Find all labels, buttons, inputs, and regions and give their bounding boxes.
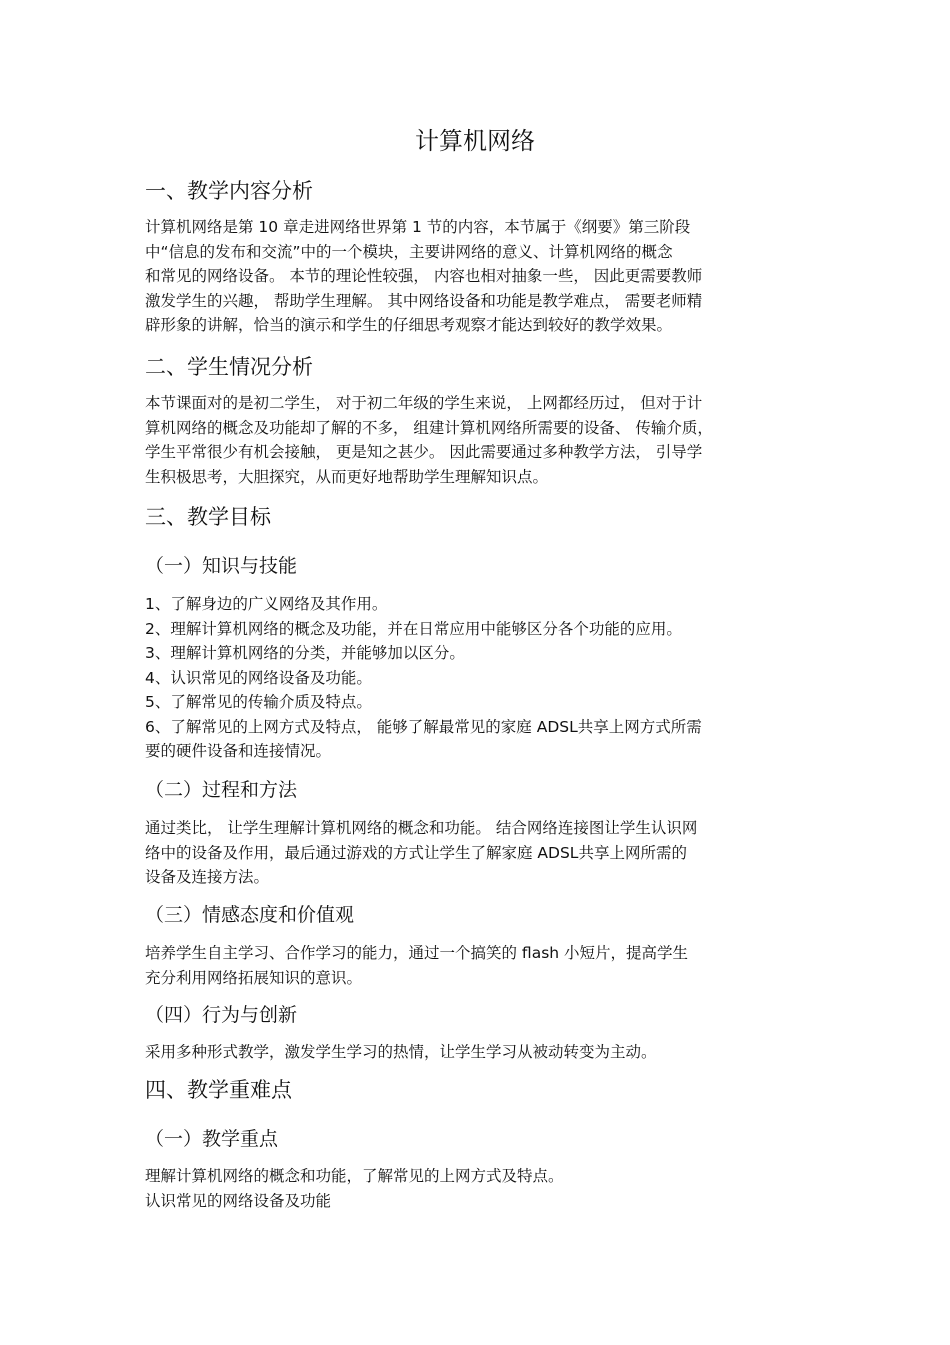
text-line: 采用多种形式教学，激发学生学习的热情，让学生学习从被动转变为主动。 — [145, 1043, 657, 1061]
list-item: 要的硬件设备和连接情况。 — [145, 742, 332, 760]
text-line: 辟形象的讲解，恰当的演示和学生的仔细思考观察才能达到较好的教学效果。 — [145, 316, 673, 334]
section-heading-key-points: 四、教学重难点 — [145, 1078, 292, 1102]
subheading-knowledge-skills: （一）知识与技能 — [145, 555, 298, 577]
text-line: 认识常见的网络设备及功能 — [145, 1191, 332, 1210]
text-line: 学生平常很少有机会接触， 更是知之甚少。 因此需要通过多种教学方法， 引导学 — [145, 443, 703, 461]
subheading-teaching-focus: （一）教学重点 — [145, 1128, 279, 1150]
text-line: 本节课面对的是初二学生， 对于初二年级的学生来说， 上网都经历过， 但对于计 — [145, 394, 703, 412]
subheading-emotion-values: （三）情感态度和价值观 — [145, 904, 355, 926]
section-heading-teaching-goals: 三、教学目标 — [145, 505, 271, 529]
paragraph-student-analysis — [145, 391, 810, 489]
text-line: 算机网络的概念及功能却了解的不多， 组建计算机网络所需要的设备、 传输介质， — [145, 418, 713, 437]
list-item: 1、了解身边的广义网络及其作用。 — [145, 595, 388, 613]
text-line: 计算机网络是第 10 章走进网络世界第 1 节的内容，本节属于《纲要》第三阶段 — [145, 218, 691, 236]
paragraph-behavior-innovation — [145, 1040, 810, 1065]
list-item: 4、认识常见的网络设备及功能。 — [145, 668, 372, 687]
list-item: 3、理解计算机网络的分类，并能够加以区分。 — [145, 644, 465, 662]
list-item: 5、了解常见的传输介质及特点。 — [145, 693, 372, 711]
section-heading-content-analysis: 一、教学内容分析 — [145, 179, 313, 203]
section-heading-student-analysis: 二、学生情况分析 — [145, 355, 313, 379]
subheading-behavior-innovation: （四）行为与创新 — [145, 1004, 298, 1026]
paragraph-process-methods — [145, 816, 810, 890]
text-line: 生积极思考，大胆探究，从而更好地帮助学生理解知识点。 — [145, 467, 549, 486]
subheading-process-methods: （二）过程和方法 — [145, 779, 298, 801]
text-line: 中“信息的发布和交流”中的一个模块，主要讲网络的意义、计算机网络的概念 — [145, 242, 673, 261]
text-line: 充分利用网络拓展知识的意识。 — [145, 968, 363, 987]
text-line: 培养学生自主学习、合作学习的能力，通过一个搞笑的 flash 小短片，提高学生 — [145, 944, 689, 962]
list-item: 6、了解常见的上网方式及特点， 能够了解最常见的家庭 ADSL共享上网方式所需 — [145, 717, 702, 736]
text-line: 理解计算机网络的概念和功能，了解常见的上网方式及特点。 — [145, 1167, 564, 1185]
text-line: 络中的设备及作用，最后通过游戏的方式让学生了解家庭 ADSL共享上网所需的 — [145, 843, 687, 862]
text-line: 通过类比， 让学生理解计算机网络的概念和功能。 结合网络连接图让学生认识网 — [145, 819, 698, 837]
document-title: 计算机网络 — [415, 127, 535, 155]
list-item: 2、理解计算机网络的概念及功能，并在日常应用中能够区分各个功能的应用。 — [145, 619, 682, 638]
paragraph-teaching-focus — [145, 1164, 810, 1213]
paragraph-emotion-values — [145, 941, 810, 990]
text-line: 和常见的网络设备。 本节的理论性较强， 内容也相对抽象一些， 因此更需要教师 — [145, 267, 703, 285]
list-knowledge-skills — [145, 592, 810, 764]
text-line: 设备及连接方法。 — [145, 868, 270, 886]
paragraph-content-analysis — [145, 215, 810, 338]
text-line: 激发学生的兴趣， 帮助学生理解。 其中网络设备和功能是教学难点， 需要老师精 — [145, 291, 703, 310]
